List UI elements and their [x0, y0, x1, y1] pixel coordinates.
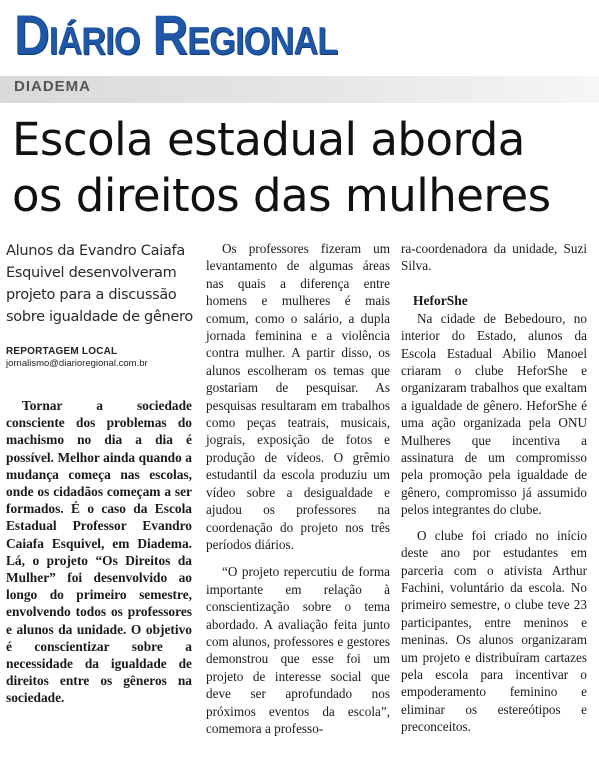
- deck-line: projeto para a discussão: [6, 287, 177, 303]
- section-label: DIADEMA: [14, 78, 91, 95]
- article-column-3: [401, 240, 587, 736]
- body-paragraph: “O projeto repercutiu de forma importante em relação à conscientização sobre o tema abordado. A avaliação feita junto com alunos, professores e gestores demonstrou que esse foi um projeto de interesse social que deve ser aprofundado nos próximos eventos da escola”, comemora a professo-: [206, 564, 390, 736]
- byline: REPORTAGEM LOCAL: [6, 346, 118, 357]
- headline-line: Escola estadual aborda: [12, 113, 525, 166]
- article-deck: [6, 240, 196, 328]
- body-paragraph: O clube foi criado no início deste ano por estudantes em parceria com o ativista Arthur Fachini, voluntário da escola. No primeiro semestre, o clube teve 23 participantes, entre meninos e meninas. Os alunos organizaram um projeto e distribuíram cartazes pela escola para incentivar o empoderamento feminino e eliminar os estereótipos e preconceitos.: [401, 527, 587, 735]
- article-column-2: [206, 240, 390, 737]
- byline-email: jornalismo@diarioregional.com.br: [6, 358, 148, 369]
- headline-line: os direitos das mulheres: [12, 169, 551, 222]
- deck-line: Alunos da Evandro Caiafa: [6, 243, 185, 259]
- deck-line: sobre igualdade de gênero: [6, 309, 193, 325]
- newspaper-logo: Diário Regional: [14, 3, 338, 66]
- body-paragraph: Os professores fizeram um levantamento de algumas áreas nas quais a diferença entre homens e mulheres é mais comum, como o salário, a dupla jornada feminina e a violência contra mulher. A partir disso, os alunos escolheram os temas que gostariam de pesquisar. As pesquisas resultaram em trabalhos como peças teatrais, musicais, jograis, exposição de fotos e produção de vídeos. O grêmio estudantil da escola produziu um vídeo sobre a desigualdade e ajudou os professores na coordenação do projeto nos três períodos diários.: [206, 241, 390, 552]
- article-headline: [12, 112, 592, 224]
- body-paragraph: ra-coordenadora da unidade, Suzi Silva.: [401, 241, 587, 274]
- article-column-1: [6, 240, 196, 720]
- masthead: [14, 2, 586, 68]
- deck-line: Esquivel desenvolveram: [6, 265, 177, 281]
- body-paragraph: Na cidade de Bebedouro, no interior do Estado, alunos da Escola Estadual Abilio Manoel criaram o clube HeforShe e organizaram trabalhos que exaltam a igualdade de gênero. HeforShe é uma ação organizada pela ONU Mulheres que incentiva a assinatura de um compromisso pela promoção pela igualdade de gênero, compromisso já assumido pelos integrantes do clube.: [401, 310, 587, 518]
- subheading: HeforShe: [413, 292, 468, 308]
- article-lead: Tornar a sociedade consciente dos problemas do machismo no dia a dia é possível. Melhor ainda quando a mudança começa nas escolas, onde os cidadãos começam a ser formados. É o caso da Escola Estadual Professor Evandro Caiafa Esquivel, em Diadema. Lá, o projeto “Os Direitos da Mulher” foi desenvolvido ao longo do primeiro semestre, envolvendo todos os professores e alunos da unidade. O objetivo é conscientizar sobre a necessidade da igualdade de direitos entre os gêneros na sociedade.: [6, 398, 192, 706]
